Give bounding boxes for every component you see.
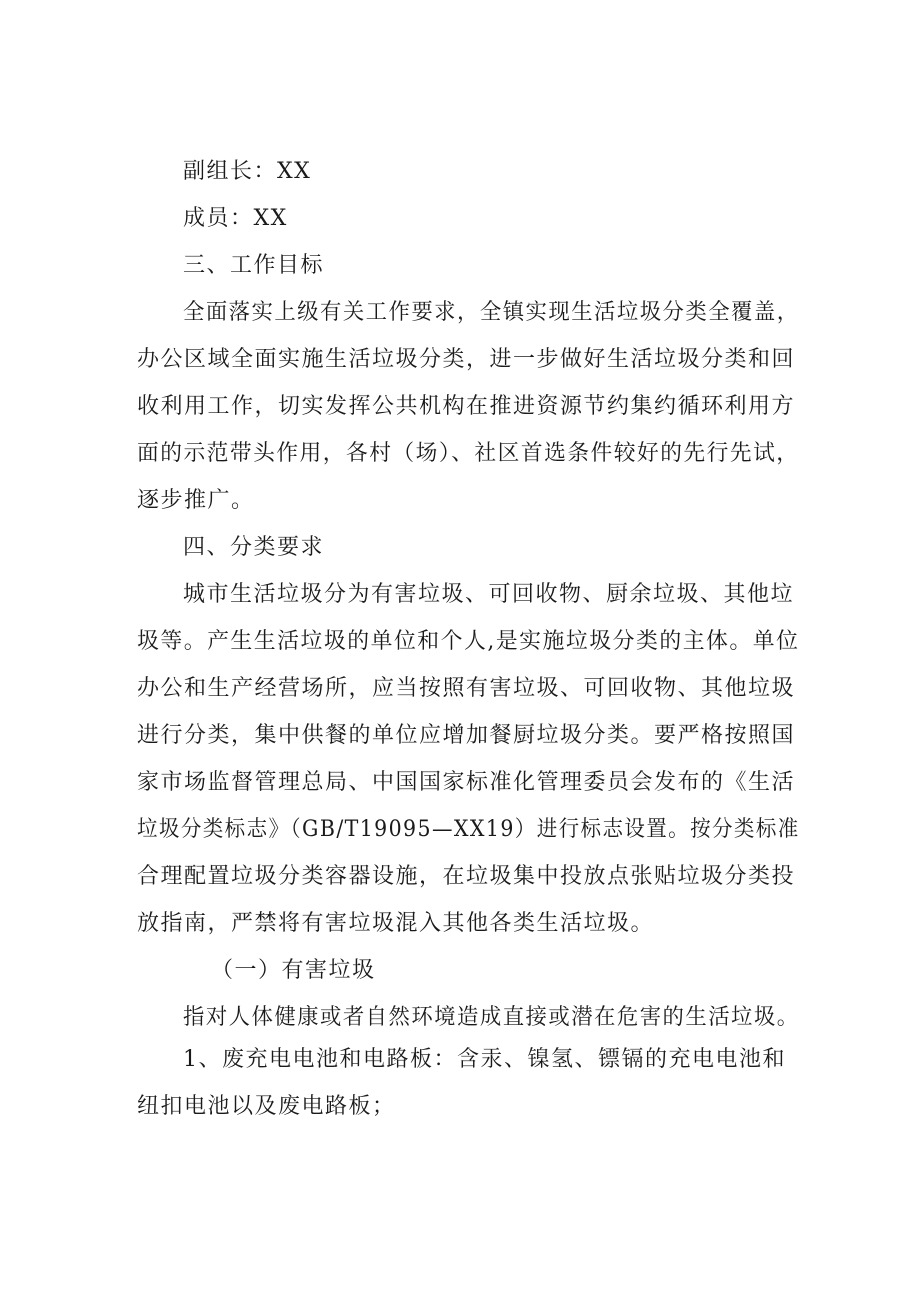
paragraph-line: 面的示范带头作用，各村（场）、社区首选条件较好的先行先试， <box>137 441 800 466</box>
paragraph-line: 城市生活垃圾分为有害垃圾、可回收物、厨余垃圾、其他垃 <box>183 582 795 607</box>
paragraph-line: 圾等。产生生活垃圾的单位和个人,是实施垃圾分类的主体。单位 <box>137 629 800 654</box>
list-item-continuation: 纽扣电池以及废电路板； <box>137 1094 396 1119</box>
section-heading-requirements: 四、分类要求 <box>183 535 325 560</box>
paragraph-line: 全面落实上级有关工作要求，全镇实现生活垃圾分类全覆盖， <box>183 300 800 325</box>
text-line-deputy-leader: 副组长：XX <box>183 159 312 184</box>
paragraph-line: 放指南，严禁将有害垃圾混入其他各类生活垃圾。 <box>137 911 655 936</box>
paragraph-line: 合理配置垃圾分类容器设施，在垃圾集中投放点张贴垃圾分类投 <box>137 864 796 889</box>
paragraph-line: 办公区域全面实施生活垃圾分类，进一步做好生活垃圾分类和回 <box>137 347 796 372</box>
paragraph-line: 家市场监督管理总局、中国国家标准化管理委员会发布的《生活 <box>137 770 796 795</box>
paragraph-line: 收利用工作，切实发挥公共机构在推进资源节约集约循环利用方 <box>137 394 796 419</box>
text-line-members: 成员：XX <box>183 206 288 231</box>
subsection-heading-hazardous: （一）有害垃圾 <box>211 958 376 983</box>
paragraph-line: 逐步推广。 <box>137 488 255 513</box>
paragraph-line: 垃圾分类标志》（GB/T19095—XX19）进行标志设置。按分类标准 <box>137 817 800 842</box>
paragraph-line: 指对人体健康或者自然环境造成直接或潜在危害的生活垃圾。 <box>183 1005 800 1030</box>
list-item-batteries: 1、废充电电池和电路板：含汞、镍氢、镖镉的充电电池和 <box>183 1047 786 1072</box>
section-heading-goals: 三、工作目标 <box>183 253 325 278</box>
paragraph-line: 办公和生产经营场所，应当按照有害垃圾、可回收物、其他垃圾 <box>137 676 796 701</box>
paragraph-line: 进行分类，集中供餐的单位应增加餐厨垃圾分类。要严格按照国 <box>137 723 796 748</box>
